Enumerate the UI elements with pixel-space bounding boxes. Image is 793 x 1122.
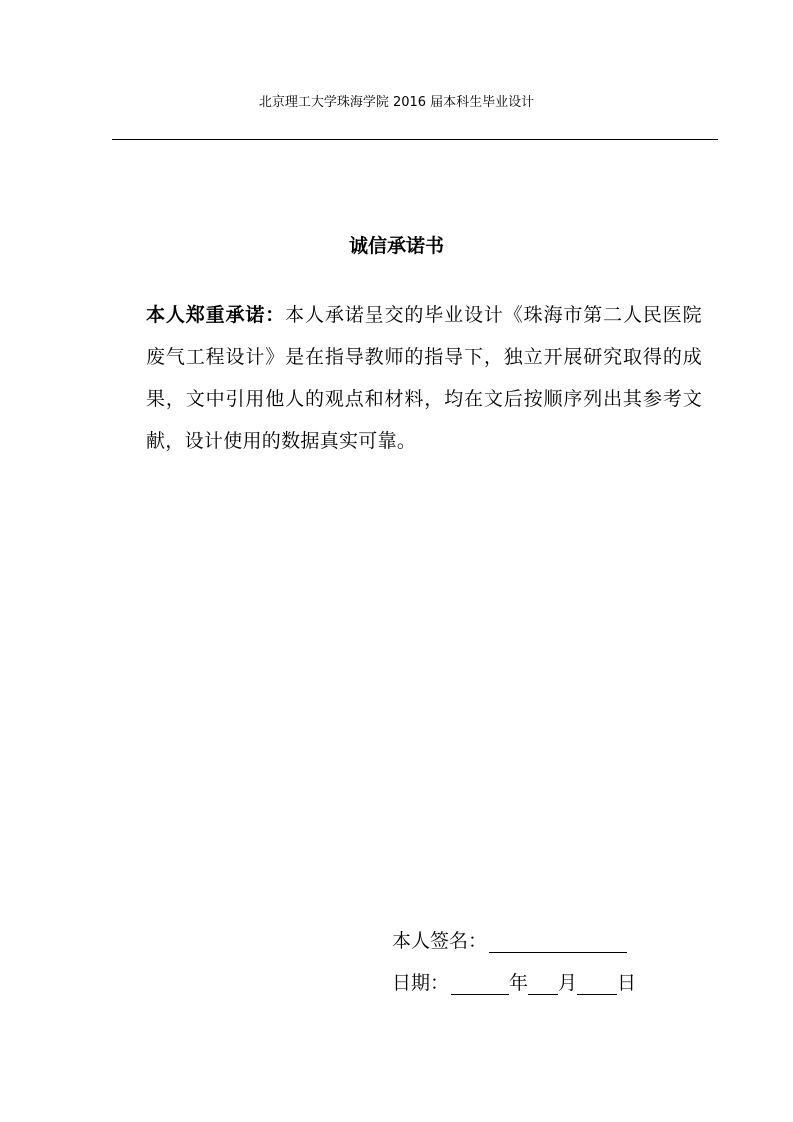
signature-block [392, 920, 636, 1004]
day-blank[interactable] [577, 972, 617, 995]
year-blank[interactable] [451, 972, 509, 995]
month-blank[interactable] [528, 972, 558, 995]
year-label: 年 [509, 972, 529, 994]
date-label: 日期： [392, 972, 450, 994]
date-row [392, 962, 636, 1004]
document-title: 诚信承诺书 [348, 235, 444, 257]
statement-lead: 本人郑重承诺： [146, 304, 286, 326]
month-label: 月 [558, 972, 578, 994]
signature-row [392, 920, 636, 962]
signature-blank[interactable] [489, 930, 627, 953]
header-divider [112, 139, 718, 140]
statement-paragraph [146, 294, 702, 462]
signature-label: 本人签名： [392, 930, 488, 952]
day-label: 日 [617, 972, 637, 994]
statement-body: 本人承诺呈交的毕业设计《珠海市第二人民医院废气工程设计》是在指导教师的指导下，独立开展研究取得的成果，文中引用他人的观点和材料，均在文后按顺序列出其参考文献，设计使用的数据真实可靠。 [146, 304, 702, 452]
page-header: 北京理工大学珠海学院 2016 届本科生毕业设计 [258, 95, 535, 110]
